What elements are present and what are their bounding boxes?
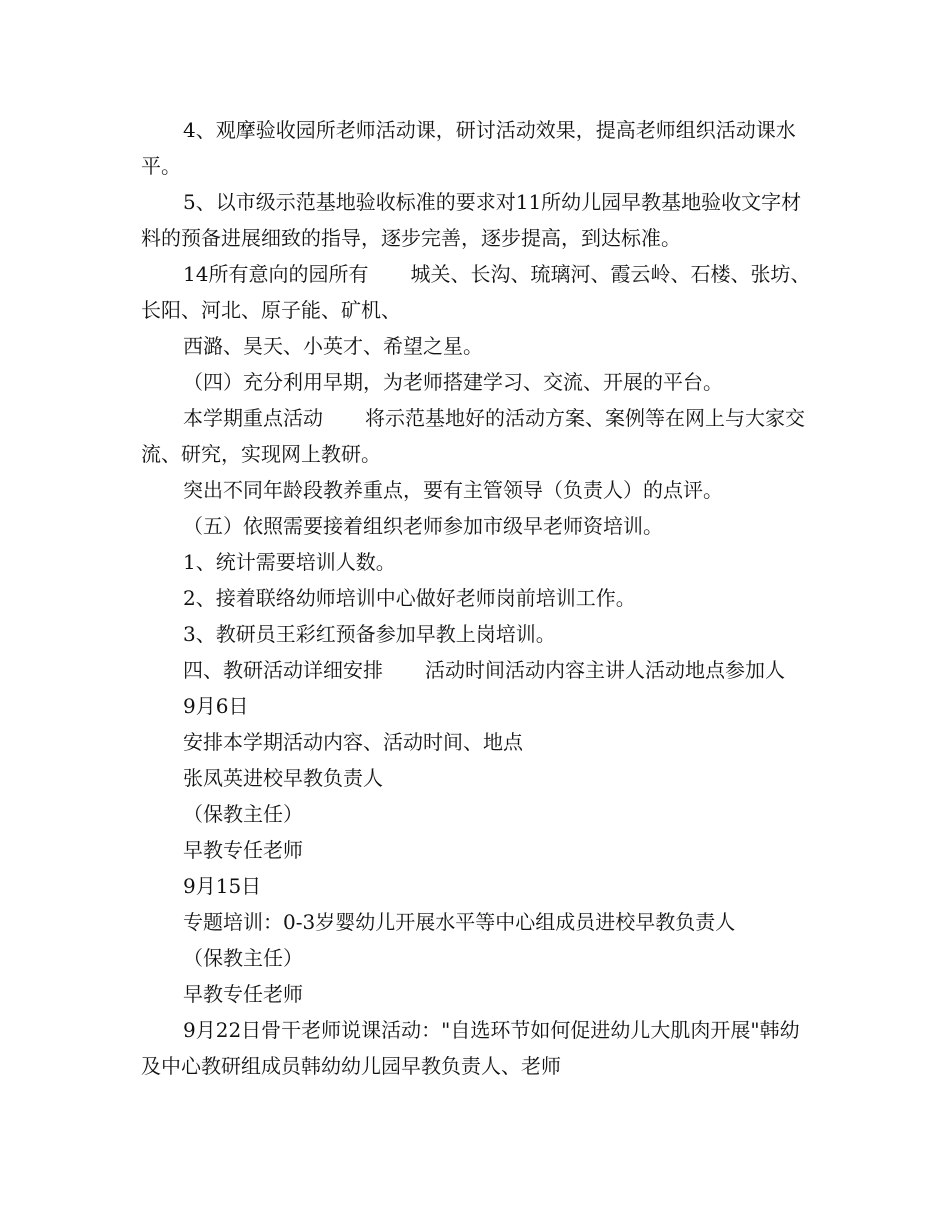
section-heading: （四）充分利用早期，为老师搭建学习、交流、开展的平台。: [183, 370, 723, 394]
section-heading: [141, 652, 813, 688]
list-item: 3、教研员王彩红预备参加早教上岗培训。: [183, 622, 556, 646]
paragraph-rest: 将示范基地好的活动方案、案例等在网上与大家交流、研究，实现网上教研。: [141, 406, 805, 466]
list-item: 2、接着联络幼师培训中心做好老师岗前培训工作。: [183, 586, 636, 610]
schedule-date: 9月6日: [183, 694, 249, 718]
paragraph-rest: 城关、长沟、琉璃河、霞云岭、石楼、张坊、长阳、河北、原子能、矿机、: [141, 262, 811, 322]
paragraph-lead: 本学期重点活动: [183, 406, 323, 430]
schedule-date: 9月15日: [183, 874, 262, 898]
list-item: 1、统计需要培训人数。: [183, 550, 396, 574]
paragraph: [141, 400, 813, 472]
paragraph: 突出不同年龄段教养重点，要有主管领导（负责人）的点评。: [183, 478, 723, 502]
schedule-line: 安排本学期活动内容、活动时间、地点: [183, 730, 523, 754]
paragraph-lead: 四、教研活动详细安排: [183, 658, 383, 682]
schedule-line: （保教主任）: [183, 802, 303, 826]
schedule-line: （保教主任）: [183, 946, 303, 970]
paragraph: 西潞、昊天、小英才、希望之星。: [183, 334, 483, 358]
paragraph-rest: 活动时间活动内容主讲人活动地点参加人: [425, 658, 785, 682]
schedule-line: 张凤英进校早教负责人: [183, 766, 383, 790]
document-body: [141, 112, 813, 1084]
schedule-line: 9月22日骨干老师说课活动："自选环节如何促进幼儿大肌肉开展"韩幼及中心教研组成员韩幼幼儿园早教负责人、老师: [141, 1018, 800, 1078]
paragraph: 5、以市级示范基地验收标准的要求对11所幼儿园早教基地验收文字材料的预备进展细致的指导，逐步完善，逐步提高，到达标准。: [141, 190, 802, 250]
paragraph: 4、观摩验收园所老师活动课，研讨活动效果，提高老师组织活动课水平。: [141, 118, 796, 178]
paragraph: [141, 256, 813, 328]
schedule-line: 早教专任老师: [183, 838, 303, 862]
section-heading: （五）依照需要接着组织老师参加市级早老师资培训。: [183, 514, 663, 538]
schedule-line: 早教专任老师: [183, 982, 303, 1006]
schedule-line: 专题培训：0-3岁婴幼儿开展水平等中心组成员进校早教负责人: [183, 910, 736, 934]
paragraph-lead: 14所有意向的园所有: [183, 262, 369, 286]
